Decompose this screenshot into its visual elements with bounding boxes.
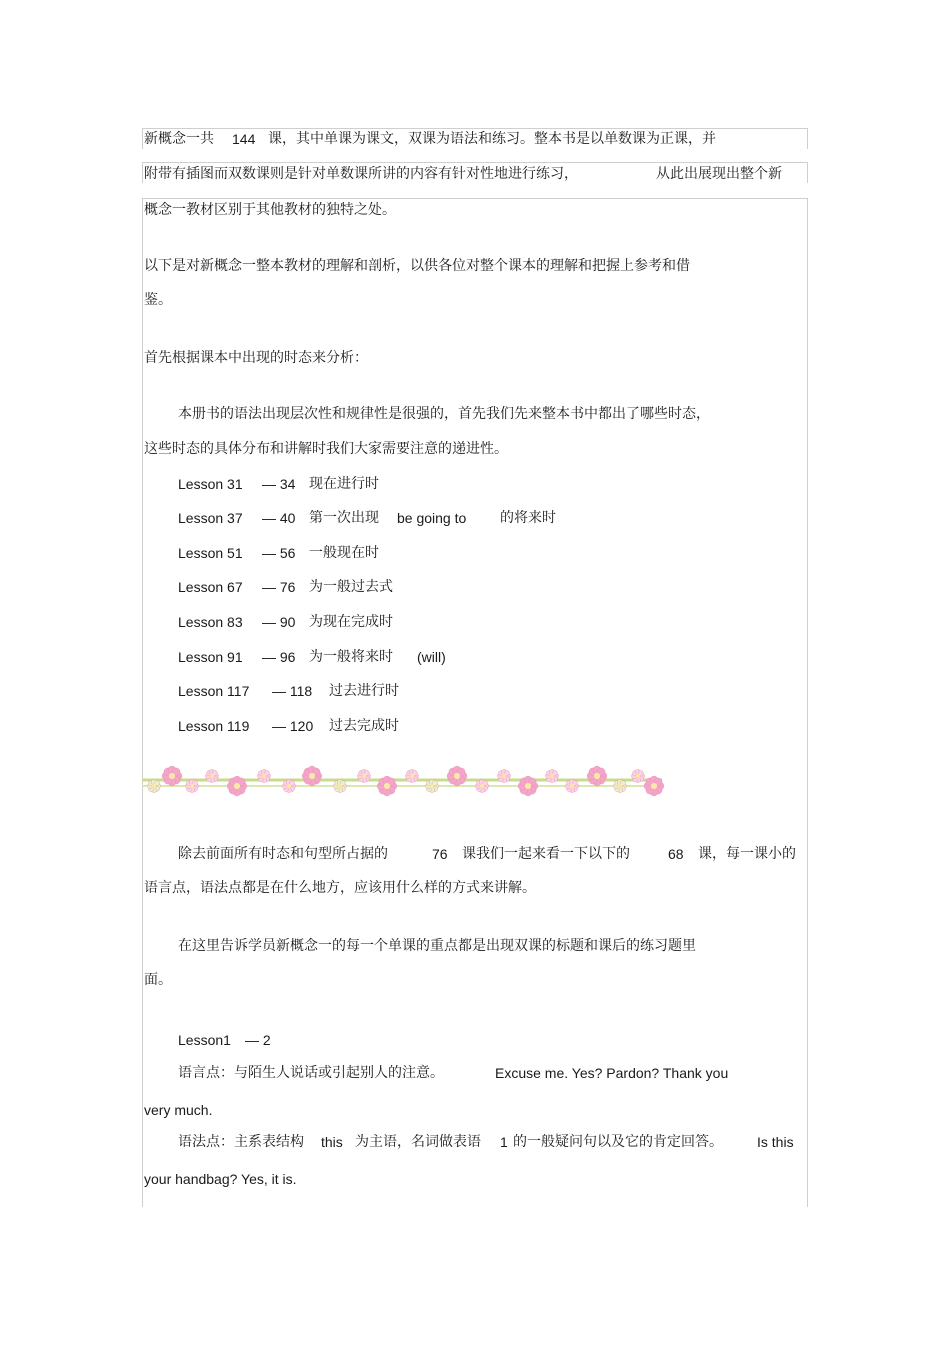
- flower-icon: [545, 769, 558, 782]
- flower-icon: [587, 766, 607, 786]
- flower-icon: [227, 776, 247, 796]
- grammar-point-cont: your handbag? Yes, it is.: [144, 1171, 297, 1187]
- intro-p3: 首先根据课本中出现的时态来分析：: [144, 350, 368, 366]
- flower-icon: [147, 779, 160, 792]
- flower-icon: [377, 776, 397, 796]
- flower-icon: [333, 779, 346, 792]
- flower-icon: [644, 776, 664, 796]
- flower-icon: [518, 776, 538, 796]
- flower-icon: [405, 769, 418, 782]
- intro-p2-line-1: 以下是对新概念一整本教材的理解和剖析，以供各位对整个课本的理解和把握上参考和借: [144, 258, 690, 274]
- intro-p4-line-2: 这些时态的具体分布和讲解时我们大家需要注意的递进性。: [144, 441, 508, 457]
- part2-p2-line-2: 面。: [144, 972, 172, 988]
- intro-p4-line-1: 本册书的语法出现层次性和规律性是很强的，首先我们先来整本书中都出了哪些时态，: [178, 406, 710, 422]
- flower-icon: [631, 769, 644, 782]
- flower-icon: [475, 779, 488, 792]
- flower-icon: [357, 769, 370, 782]
- flower-icon: [425, 779, 438, 792]
- intro-line-3: 概念一教材区别于其他教材的独特之处。: [144, 202, 396, 218]
- flower-icon: [497, 769, 510, 782]
- part2-p2-line-1: 在这里告诉学员新概念一的每一个单课的重点都是出现双课的标题和课后的练习题里: [178, 938, 696, 954]
- flower-icon: [565, 779, 578, 792]
- flower-icon: [162, 766, 182, 786]
- flower-icon: [613, 779, 626, 792]
- flower-divider: [142, 762, 672, 802]
- flower-icon: [257, 769, 270, 782]
- part2-line-2: 语言点，语法点都是在什么地方，应该用什么样的方式来讲解。: [144, 880, 536, 896]
- flower-icon: [302, 766, 322, 786]
- flower-icon: [205, 769, 218, 782]
- language-point-cont: very much.: [144, 1102, 213, 1118]
- flower-icon: [185, 779, 198, 792]
- flower-icon: [282, 779, 295, 792]
- intro-p2-line-2: 鉴。: [144, 292, 172, 308]
- flower-icon: [447, 766, 467, 786]
